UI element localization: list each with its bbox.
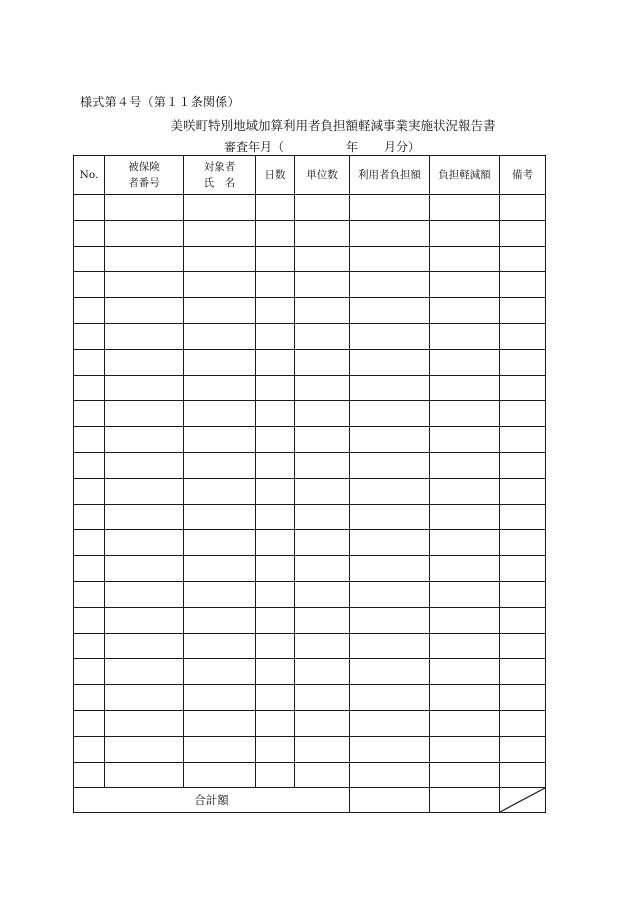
cell-days [256, 375, 295, 401]
cell-subject-name [184, 272, 256, 298]
cell-burden-reduction [430, 195, 500, 221]
cell-user-burden [350, 581, 430, 607]
cell-remarks [500, 762, 546, 788]
header-subject-name-line2: 氏 名 [203, 177, 236, 189]
cell-no [74, 427, 105, 453]
header-days: 日数 [256, 156, 295, 195]
cell-days [256, 633, 295, 659]
table-row [74, 530, 546, 556]
table-row [74, 272, 546, 298]
cell-insured-number [105, 298, 184, 324]
cell-remarks [500, 633, 546, 659]
cell-remarks [500, 323, 546, 349]
header-user-burden: 利用者負担額 [350, 156, 430, 195]
cell-units [295, 349, 350, 375]
cell-no [74, 375, 105, 401]
header-no: No. [74, 156, 105, 195]
cell-no [74, 195, 105, 221]
cell-burden-reduction [430, 427, 500, 453]
total-user-burden-cell [350, 788, 430, 813]
cell-burden-reduction [430, 581, 500, 607]
table-body [74, 195, 546, 788]
table-row [74, 504, 546, 530]
cell-insured-number [105, 607, 184, 633]
document-title: 美咲町特別地域加算利用者負担額軽減事業実施状況報告書 [170, 118, 496, 133]
table-row [74, 736, 546, 762]
table-row [74, 685, 546, 711]
cell-user-burden [350, 246, 430, 272]
cell-burden-reduction [430, 556, 500, 582]
cell-user-burden [350, 710, 430, 736]
cell-subject-name [184, 710, 256, 736]
cell-units [295, 607, 350, 633]
cell-units [295, 401, 350, 427]
cell-units [295, 323, 350, 349]
cell-no [74, 323, 105, 349]
cell-remarks [500, 736, 546, 762]
cell-days [256, 401, 295, 427]
review-period-label: 審査年月（ [224, 140, 285, 154]
table-row [74, 323, 546, 349]
cell-no [74, 478, 105, 504]
cell-burden-reduction [430, 633, 500, 659]
cell-units [295, 633, 350, 659]
table-row [74, 556, 546, 582]
cell-remarks [500, 504, 546, 530]
cell-units [295, 298, 350, 324]
cell-remarks [500, 452, 546, 478]
table-row [74, 633, 546, 659]
cell-remarks [500, 710, 546, 736]
cell-no [74, 736, 105, 762]
table-row [74, 659, 546, 685]
cell-burden-reduction [430, 710, 500, 736]
cell-insured-number [105, 736, 184, 762]
table-row [74, 349, 546, 375]
cell-no [74, 710, 105, 736]
cell-insured-number [105, 762, 184, 788]
cell-units [295, 504, 350, 530]
cell-subject-name [184, 530, 256, 556]
cell-subject-name [184, 323, 256, 349]
cell-burden-reduction [430, 401, 500, 427]
cell-remarks [500, 478, 546, 504]
cell-subject-name [184, 607, 256, 633]
cell-no [74, 659, 105, 685]
table-row [74, 452, 546, 478]
cell-no [74, 556, 105, 582]
cell-user-burden [350, 530, 430, 556]
cell-insured-number [105, 401, 184, 427]
cell-remarks [500, 246, 546, 272]
cell-no [74, 762, 105, 788]
cell-days [256, 556, 295, 582]
cell-insured-number [105, 685, 184, 711]
cell-burden-reduction [430, 298, 500, 324]
review-year-unit: 年 [346, 140, 359, 154]
cell-subject-name [184, 581, 256, 607]
cell-subject-name [184, 220, 256, 246]
cell-units [295, 478, 350, 504]
form-number: 様式第４号（第１１条関係） [80, 95, 240, 109]
cell-no [74, 581, 105, 607]
cell-remarks [500, 349, 546, 375]
cell-subject-name [184, 685, 256, 711]
header-insured-number-line1: 被保険 [128, 161, 160, 173]
table-row [74, 710, 546, 736]
cell-insured-number [105, 323, 184, 349]
cell-units [295, 427, 350, 453]
cell-subject-name [184, 556, 256, 582]
cell-insured-number [105, 220, 184, 246]
table-row [74, 478, 546, 504]
cell-no [74, 298, 105, 324]
cell-burden-reduction [430, 685, 500, 711]
cell-insured-number [105, 195, 184, 221]
cell-remarks [500, 659, 546, 685]
cell-subject-name [184, 246, 256, 272]
cell-user-burden [350, 220, 430, 246]
cell-days [256, 298, 295, 324]
cell-user-burden [350, 323, 430, 349]
total-label: 合計額 [74, 788, 350, 813]
header-insured-number [105, 156, 184, 195]
cell-burden-reduction [430, 323, 500, 349]
cell-burden-reduction [430, 272, 500, 298]
cell-user-burden [350, 556, 430, 582]
cell-subject-name [184, 349, 256, 375]
cell-user-burden [350, 659, 430, 685]
cell-days [256, 246, 295, 272]
cell-days [256, 504, 295, 530]
header-insured-number-line2: 者番号 [128, 177, 160, 189]
cell-insured-number [105, 349, 184, 375]
cell-burden-reduction [430, 452, 500, 478]
cell-units [295, 246, 350, 272]
cell-user-burden [350, 272, 430, 298]
table-row [74, 298, 546, 324]
diagonal-slash [500, 788, 545, 812]
cell-units [295, 452, 350, 478]
cell-subject-name [184, 452, 256, 478]
cell-days [256, 452, 295, 478]
cell-days [256, 736, 295, 762]
cell-user-burden [350, 298, 430, 324]
cell-subject-name [184, 298, 256, 324]
header-remarks: 備考 [500, 156, 546, 195]
cell-insured-number [105, 530, 184, 556]
cell-insured-number [105, 375, 184, 401]
cell-subject-name [184, 401, 256, 427]
cell-no [74, 530, 105, 556]
cell-remarks [500, 581, 546, 607]
cell-days [256, 762, 295, 788]
cell-subject-name [184, 375, 256, 401]
cell-remarks [500, 220, 546, 246]
cell-subject-name [184, 762, 256, 788]
cell-remarks [500, 195, 546, 221]
cell-insured-number [105, 504, 184, 530]
cell-insured-number [105, 659, 184, 685]
header-subject-name [184, 156, 256, 195]
cell-burden-reduction [430, 375, 500, 401]
cell-insured-number [105, 556, 184, 582]
cell-days [256, 530, 295, 556]
cell-burden-reduction [430, 504, 500, 530]
cell-subject-name [184, 736, 256, 762]
cell-remarks [500, 685, 546, 711]
cell-days [256, 710, 295, 736]
cell-user-burden [350, 762, 430, 788]
cell-days [256, 478, 295, 504]
cell-user-burden [350, 736, 430, 762]
cell-user-burden [350, 504, 430, 530]
header-burden-reduction: 負担軽減額 [430, 156, 500, 195]
cell-user-burden [350, 633, 430, 659]
cell-burden-reduction [430, 762, 500, 788]
cell-days [256, 685, 295, 711]
cell-days [256, 581, 295, 607]
cell-no [74, 272, 105, 298]
cell-days [256, 272, 295, 298]
cell-days [256, 349, 295, 375]
cell-subject-name [184, 478, 256, 504]
cell-units [295, 736, 350, 762]
cell-user-burden [350, 427, 430, 453]
cell-units [295, 685, 350, 711]
cell-burden-reduction [430, 246, 500, 272]
total-remarks-cell [500, 788, 546, 813]
cell-days [256, 607, 295, 633]
total-row [74, 788, 546, 813]
cell-days [256, 220, 295, 246]
cell-burden-reduction [430, 220, 500, 246]
cell-remarks [500, 427, 546, 453]
cell-remarks [500, 401, 546, 427]
report-table [73, 155, 546, 813]
cell-remarks [500, 607, 546, 633]
cell-user-burden [350, 452, 430, 478]
cell-insured-number [105, 427, 184, 453]
cell-remarks [500, 375, 546, 401]
table-row [74, 220, 546, 246]
cell-units [295, 762, 350, 788]
cell-remarks [500, 556, 546, 582]
cell-units [295, 710, 350, 736]
review-period [224, 138, 420, 155]
table-row [74, 607, 546, 633]
cell-days [256, 427, 295, 453]
table-row [74, 427, 546, 453]
cell-user-burden [350, 478, 430, 504]
cell-user-burden [350, 349, 430, 375]
cell-remarks [500, 272, 546, 298]
cell-no [74, 349, 105, 375]
cell-units [295, 375, 350, 401]
table-row [74, 246, 546, 272]
cell-no [74, 504, 105, 530]
table-row [74, 762, 546, 788]
cell-units [295, 195, 350, 221]
table-row [74, 401, 546, 427]
header-units: 単位数 [295, 156, 350, 195]
cell-no [74, 220, 105, 246]
header-row [74, 156, 546, 195]
cell-days [256, 195, 295, 221]
cell-days [256, 323, 295, 349]
cell-insured-number [105, 452, 184, 478]
cell-insured-number [105, 633, 184, 659]
table-row [74, 581, 546, 607]
cell-no [74, 607, 105, 633]
cell-units [295, 659, 350, 685]
cell-remarks [500, 298, 546, 324]
total-burden-reduction-cell [430, 788, 500, 813]
cell-subject-name [184, 659, 256, 685]
cell-subject-name [184, 504, 256, 530]
cell-burden-reduction [430, 478, 500, 504]
cell-insured-number [105, 478, 184, 504]
cell-remarks [500, 530, 546, 556]
cell-units [295, 581, 350, 607]
cell-no [74, 246, 105, 272]
cell-subject-name [184, 633, 256, 659]
cell-no [74, 401, 105, 427]
cell-user-burden [350, 195, 430, 221]
cell-units [295, 272, 350, 298]
cell-user-burden [350, 401, 430, 427]
cell-no [74, 452, 105, 478]
cell-days [256, 659, 295, 685]
cell-user-burden [350, 607, 430, 633]
cell-user-burden [350, 375, 430, 401]
cell-burden-reduction [430, 607, 500, 633]
cell-units [295, 530, 350, 556]
cell-burden-reduction [430, 736, 500, 762]
header-subject-name-line1: 対象者 [203, 161, 236, 173]
cell-burden-reduction [430, 349, 500, 375]
cell-insured-number [105, 710, 184, 736]
cell-user-burden [350, 685, 430, 711]
cell-no [74, 633, 105, 659]
cell-units [295, 220, 350, 246]
cell-burden-reduction [430, 659, 500, 685]
cell-insured-number [105, 272, 184, 298]
cell-insured-number [105, 581, 184, 607]
cell-units [295, 556, 350, 582]
cell-subject-name [184, 195, 256, 221]
review-month-unit: 月分） [384, 140, 421, 154]
table-row [74, 195, 546, 221]
cell-no [74, 685, 105, 711]
cell-burden-reduction [430, 530, 500, 556]
cell-insured-number [105, 246, 184, 272]
table-row [74, 375, 546, 401]
cell-subject-name [184, 427, 256, 453]
